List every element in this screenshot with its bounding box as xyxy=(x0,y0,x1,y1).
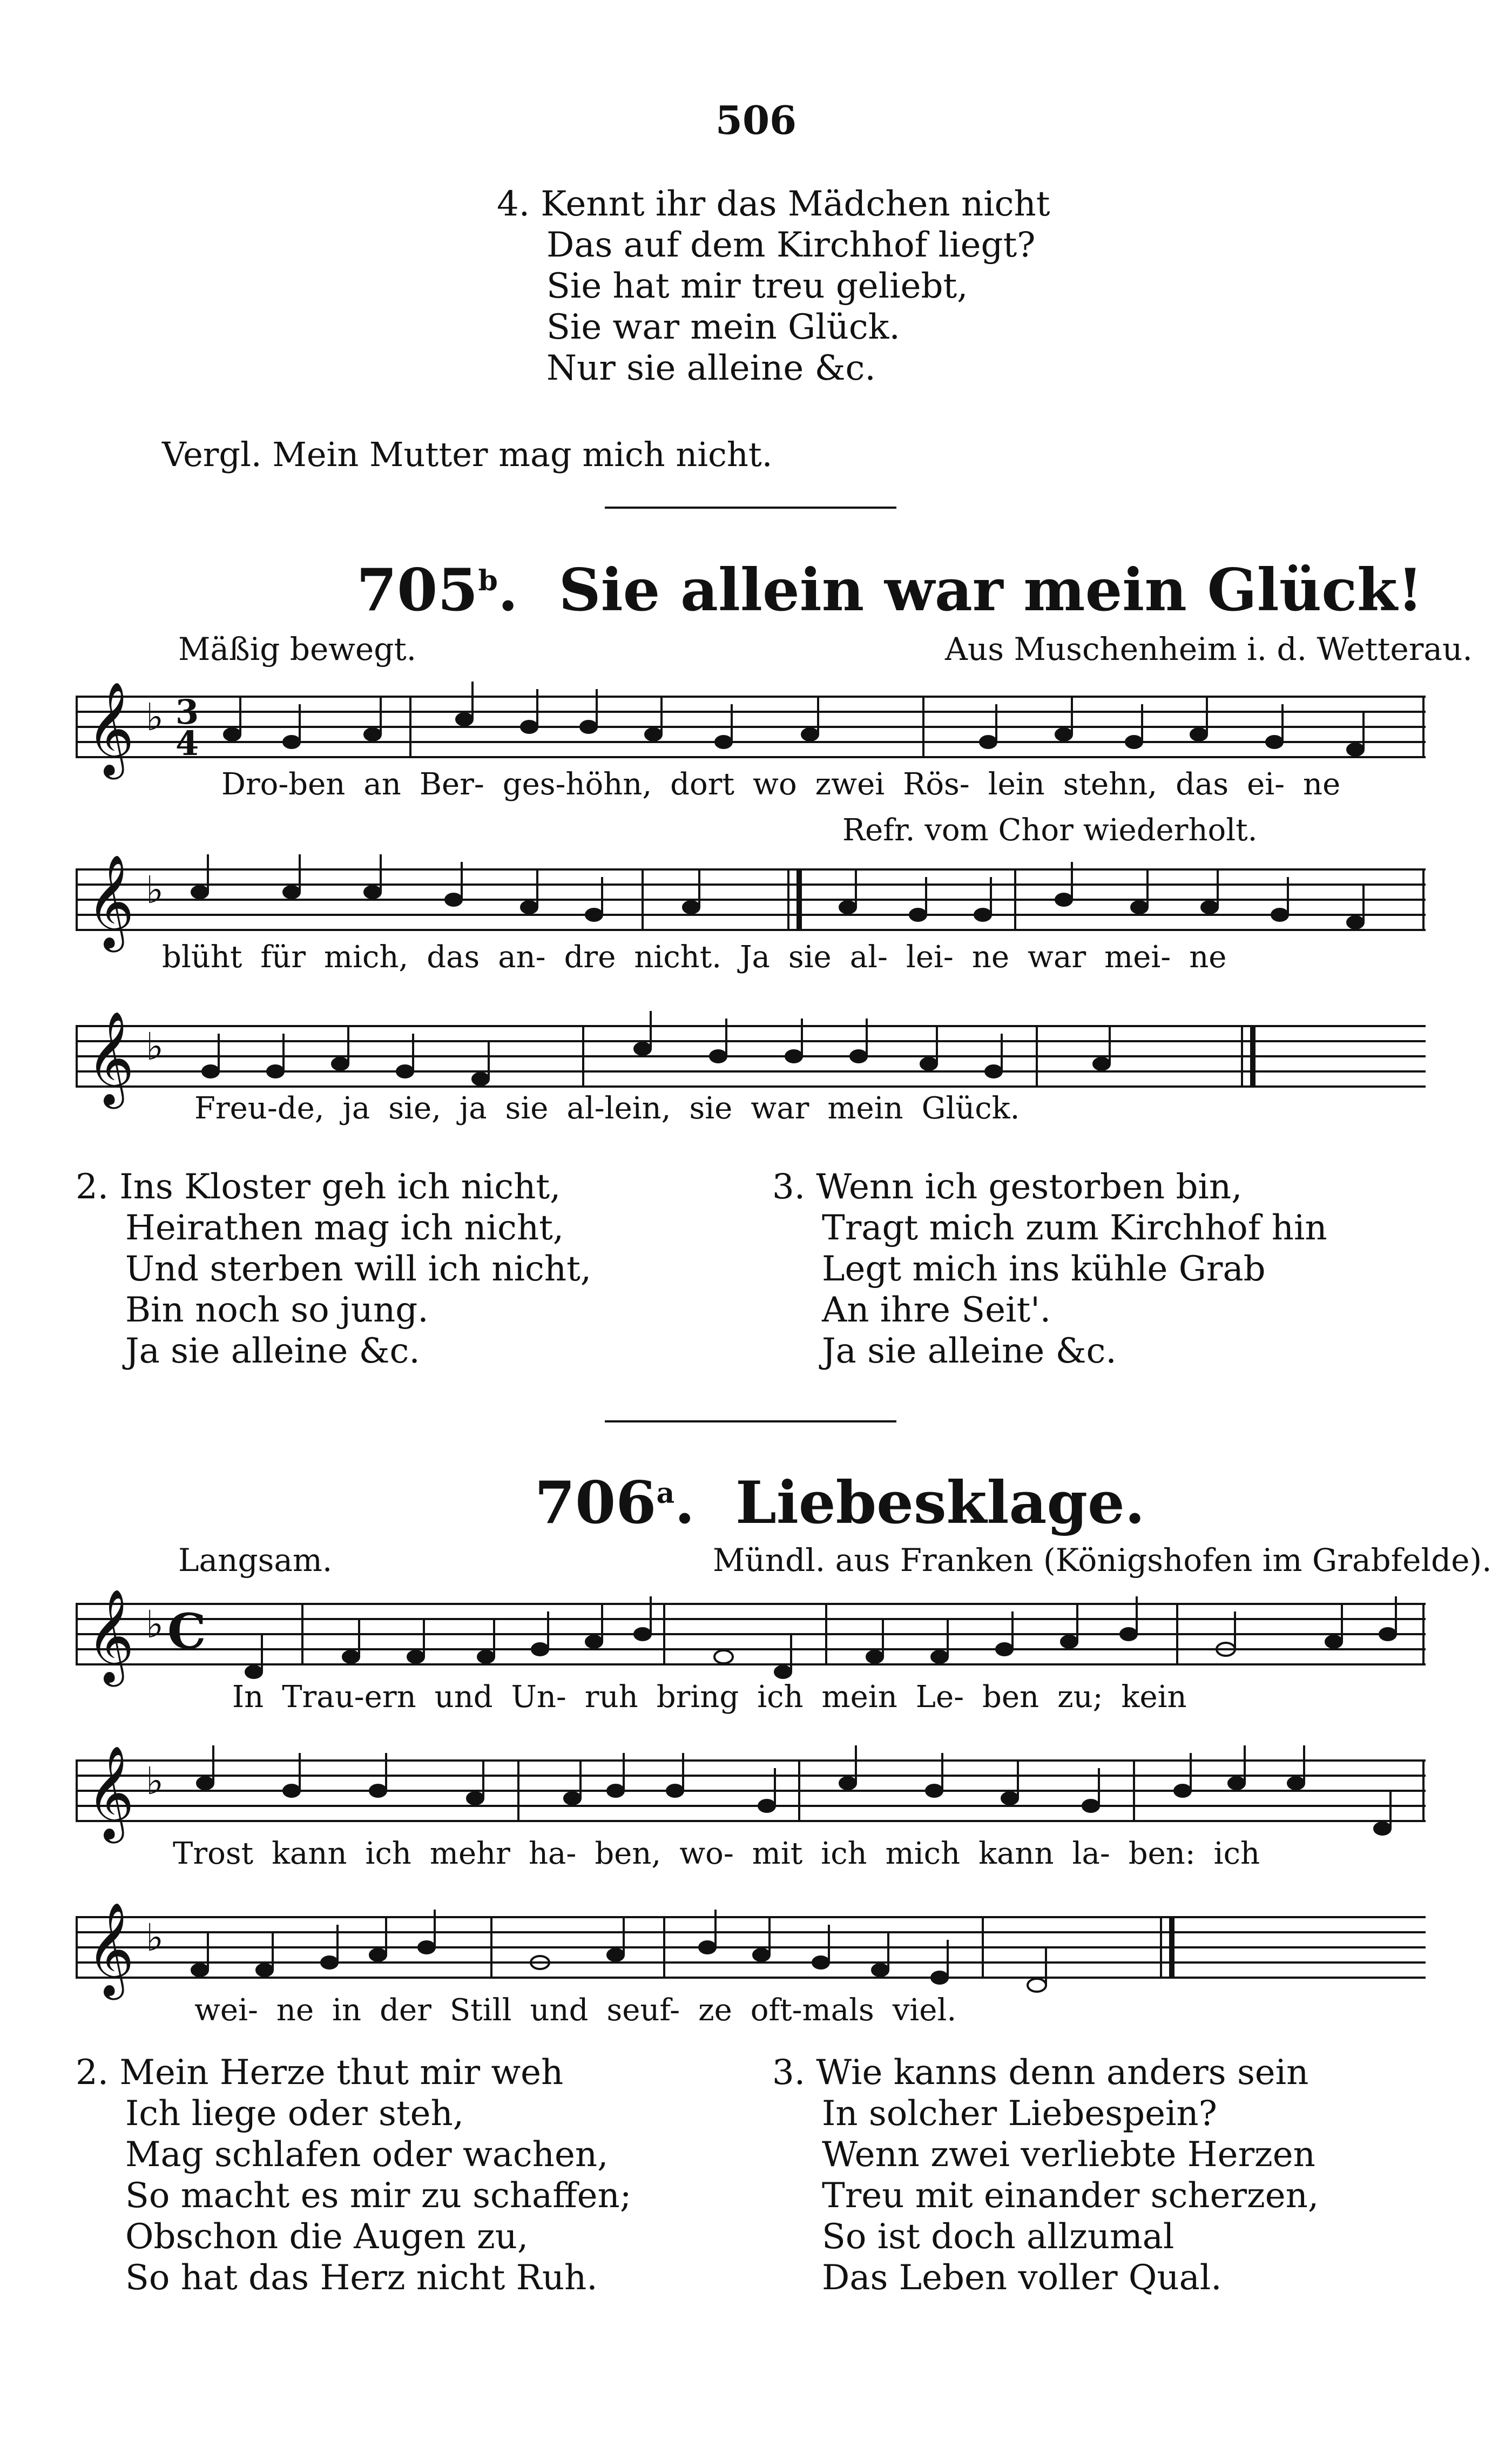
verse-line: Und sterben will ich nicht, xyxy=(125,1249,592,1289)
lyric-syllable: das xyxy=(427,940,480,975)
song705-verse-3 xyxy=(772,1166,1327,1372)
lyric-syllable: ruh xyxy=(584,1680,638,1715)
lyric-syllable: sie xyxy=(689,1091,733,1126)
lyric-syllable: für xyxy=(260,940,306,975)
flat-icon: ♭ xyxy=(146,868,164,912)
lyric-syllable: ich xyxy=(757,1680,804,1715)
verse-line: So hat das Herz nicht Ruh. xyxy=(125,2258,598,2298)
lyric-syllable: ze xyxy=(698,1993,732,2028)
lyric-syllable: wo xyxy=(753,767,797,802)
cross-reference: Vergl. Mein Mutter mag mich nicht. xyxy=(162,435,773,474)
music-staff xyxy=(76,1739,1426,1847)
divider xyxy=(605,507,896,509)
tempo-marking: Langsam. xyxy=(178,1542,333,1579)
lyric-syllable: sie, xyxy=(388,1091,441,1126)
lyric-syllable: kein xyxy=(1121,1680,1187,1715)
lyric-syllable: lein xyxy=(988,767,1045,802)
lyric-syllable: war xyxy=(751,1091,809,1126)
verse-line: So macht es mir zu schaffen; xyxy=(125,2176,632,2216)
music-staff xyxy=(76,1896,1426,2004)
verse-line: Tragt mich zum Kirchhof hin xyxy=(822,1208,1327,1248)
song-title-706: 706$^a$. Liebesklage. xyxy=(535,1469,1145,1537)
lyric-syllable: dort xyxy=(670,767,735,802)
svg-text:4: 4 xyxy=(176,724,199,763)
lyric-syllable: Freu-de, xyxy=(194,1091,325,1126)
lyric-syllable: ben: xyxy=(1128,1836,1196,1871)
flat-icon: ♭ xyxy=(146,1759,164,1803)
verse-line: 3. Wenn ich gestorben bin, xyxy=(772,1167,1243,1207)
lyric-syllable: seuf- xyxy=(606,1993,680,2028)
lyric-syllable: Ber- xyxy=(419,767,484,802)
treble-clef-icon: 𝄞 xyxy=(86,1745,134,1839)
divider xyxy=(605,1420,896,1422)
lyric-syllable: ich xyxy=(821,1836,867,1871)
lyrics-line xyxy=(162,940,1245,975)
lyric-syllable: ha- xyxy=(528,1836,577,1871)
lyric-syllable: lei- xyxy=(906,940,954,975)
lyric-syllable: mein xyxy=(821,1680,897,1715)
lyrics-line xyxy=(194,1993,975,2028)
lyric-syllable: Rös- xyxy=(903,767,970,802)
treble-clef-icon: 𝄞 xyxy=(86,1902,134,1996)
lyric-syllable: mehr xyxy=(429,1836,510,1871)
lyric-syllable: al- xyxy=(849,940,888,975)
verse-line: Ja sie alleine &c. xyxy=(822,1331,1117,1371)
verse-line: Legt mich ins kühle Grab xyxy=(822,1249,1266,1289)
song-title-text: Sie allein war mein Glück! xyxy=(558,556,1423,624)
lyric-syllable: mei- xyxy=(1104,940,1171,975)
lyric-syllable: Un- xyxy=(511,1680,566,1715)
song-origin: Mündl. aus Franken (Königshofen im Grabfelde). xyxy=(713,1542,1492,1579)
verse-line: Das Leben voller Qual. xyxy=(822,2258,1222,2298)
verse-line: 2. Mein Herze thut mir weh xyxy=(76,2053,564,2093)
verse-line: So ist doch allzumal xyxy=(822,2217,1174,2257)
lyrics-line xyxy=(232,1680,1205,1715)
song706-verse-2 xyxy=(76,2052,631,2298)
lyric-syllable: das xyxy=(1176,767,1229,802)
lyric-syllable: Le- xyxy=(915,1680,964,1715)
lyric-syllable: Ja xyxy=(740,940,770,975)
treble-clef-icon: 𝄞 xyxy=(86,682,134,775)
lyric-syllable: stehn, xyxy=(1063,767,1158,802)
lyric-syllable: wo- xyxy=(679,1836,734,1871)
lyric-syllable: sie xyxy=(788,940,832,975)
song-number: 706 xyxy=(535,1469,657,1537)
lyric-syllable: ben xyxy=(982,1680,1040,1715)
treble-clef-icon: 𝄞 xyxy=(86,854,134,948)
lyric-syllable: Trost xyxy=(173,1836,254,1871)
verse-line: 4. Kennt ihr das Mädchen nicht xyxy=(497,184,1050,224)
lyric-syllable: wei- xyxy=(194,1993,258,2028)
lyric-syllable: ei- xyxy=(1247,767,1285,802)
lyric-syllable: sie xyxy=(505,1091,549,1126)
treble-clef-icon: 𝄞 xyxy=(86,1589,134,1683)
verse-line: Wenn zwei verliebte Herzen xyxy=(822,2135,1315,2175)
lyric-syllable: zu; xyxy=(1057,1680,1103,1715)
verse-line: Nur sie alleine &c. xyxy=(546,348,876,388)
song705-verse-2 xyxy=(76,1166,591,1372)
lyrics-line xyxy=(173,1836,1278,1871)
verse-line: 2. Ins Kloster geh ich nicht, xyxy=(76,1167,561,1207)
lyric-syllable: ne xyxy=(276,1993,314,2028)
lyric-syllable: kann xyxy=(978,1836,1054,1871)
lyric-syllable: ja xyxy=(342,1091,370,1126)
time-signature: 3 xyxy=(176,692,199,732)
lyric-syllable: kann xyxy=(272,1836,347,1871)
verse-line: Sie hat mir treu geliebt, xyxy=(546,266,968,306)
lyrics-line xyxy=(194,1091,1038,1126)
common-time-icon: C xyxy=(167,1603,206,1660)
lyric-syllable: ich xyxy=(1213,1836,1260,1871)
lyric-syllable: nicht. xyxy=(634,940,722,975)
treble-clef-icon: 𝄞 xyxy=(86,1011,134,1105)
lyric-syllable: mich, xyxy=(323,940,409,975)
verse-line: Bin noch so jung. xyxy=(125,1290,429,1330)
prev-song-verse-4 xyxy=(497,184,1050,389)
lyric-syllable: der xyxy=(380,1993,431,2028)
song-number-suffix: b xyxy=(478,564,498,597)
lyric-syllable: In xyxy=(232,1680,264,1715)
verse-line: In solcher Liebespein? xyxy=(822,2094,1217,2134)
flat-icon: ♭ xyxy=(146,695,164,739)
lyric-syllable: al-lein, xyxy=(566,1091,671,1126)
lyric-syllable: ja xyxy=(459,1091,487,1126)
verse-line: Mag schlafen oder wachen, xyxy=(125,2135,609,2175)
song-title-705: 705$^b$. Sie allein war mein Glück! xyxy=(356,556,1423,624)
song-title-text: Liebesklage. xyxy=(735,1469,1145,1537)
lyric-syllable: und xyxy=(434,1680,493,1715)
page-number: 506 xyxy=(715,97,797,143)
lyric-syllable: mich xyxy=(885,1836,961,1871)
verse-line: Das auf dem Kirchhof liegt? xyxy=(546,225,1036,265)
flat-icon: ♭ xyxy=(146,1916,164,1960)
tempo-marking: Mäßig bewegt. xyxy=(178,631,417,667)
lyric-syllable: oft-mals xyxy=(750,1993,874,2028)
verse-line: Ich liege oder steh, xyxy=(125,2094,464,2134)
lyric-syllable: dre xyxy=(564,940,616,975)
lyric-syllable: ne xyxy=(1303,767,1341,802)
verse-line: Treu mit einander scherzen, xyxy=(822,2176,1319,2216)
lyric-syllable: an- xyxy=(498,940,546,975)
music-staff xyxy=(76,1582,1426,1690)
verse-line: An ihre Seit'. xyxy=(822,1290,1051,1330)
lyric-syllable: zwei xyxy=(815,767,885,802)
verse-line: Ja sie alleine &c. xyxy=(125,1331,420,1371)
flat-icon: ♭ xyxy=(146,1024,164,1069)
song-origin: Aus Muschenheim i. d. Wetterau. xyxy=(945,631,1473,667)
lyric-syllable: mein xyxy=(827,1091,903,1126)
lyric-syllable: und xyxy=(530,1993,589,2028)
verse-line: 3. Wie kanns denn anders sein xyxy=(772,2053,1309,2093)
song-number-suffix: a xyxy=(656,1477,675,1510)
lyric-syllable: ne xyxy=(971,940,1010,975)
lyric-syllable: viel. xyxy=(892,1993,957,2028)
lyric-syllable: blüht xyxy=(162,940,242,975)
lyric-syllable: la- xyxy=(1072,1836,1110,1871)
lyric-syllable: Glück. xyxy=(921,1091,1020,1126)
refrain-note: Refr. vom Chor wiederholt. xyxy=(842,813,1258,848)
lyric-syllable: ben, xyxy=(595,1836,662,1871)
lyric-syllable: bring xyxy=(656,1680,739,1715)
flat-icon: ♭ xyxy=(146,1602,164,1647)
verse-line: Heirathen mag ich nicht, xyxy=(125,1208,564,1248)
verse-line: Sie war mein Glück. xyxy=(546,307,900,347)
lyric-syllable: Still xyxy=(449,1993,512,2028)
lyric-syllable: ne xyxy=(1189,940,1227,975)
verse-line: Obschon die Augen zu, xyxy=(125,2217,529,2257)
song-number: 705 xyxy=(356,556,478,624)
lyric-syllable: ges-höhn, xyxy=(502,767,652,802)
lyric-syllable: ich xyxy=(365,1836,411,1871)
lyric-syllable: Trau-ern xyxy=(282,1680,416,1715)
lyric-syllable: war xyxy=(1028,940,1086,975)
lyric-syllable: in xyxy=(332,1993,362,2028)
lyric-syllable: an xyxy=(363,767,401,802)
lyric-syllable: mit xyxy=(752,1836,803,1871)
lyric-syllable: Dro-ben xyxy=(221,767,346,802)
lyrics-line xyxy=(221,767,1359,802)
song706-verse-3 xyxy=(772,2052,1319,2298)
